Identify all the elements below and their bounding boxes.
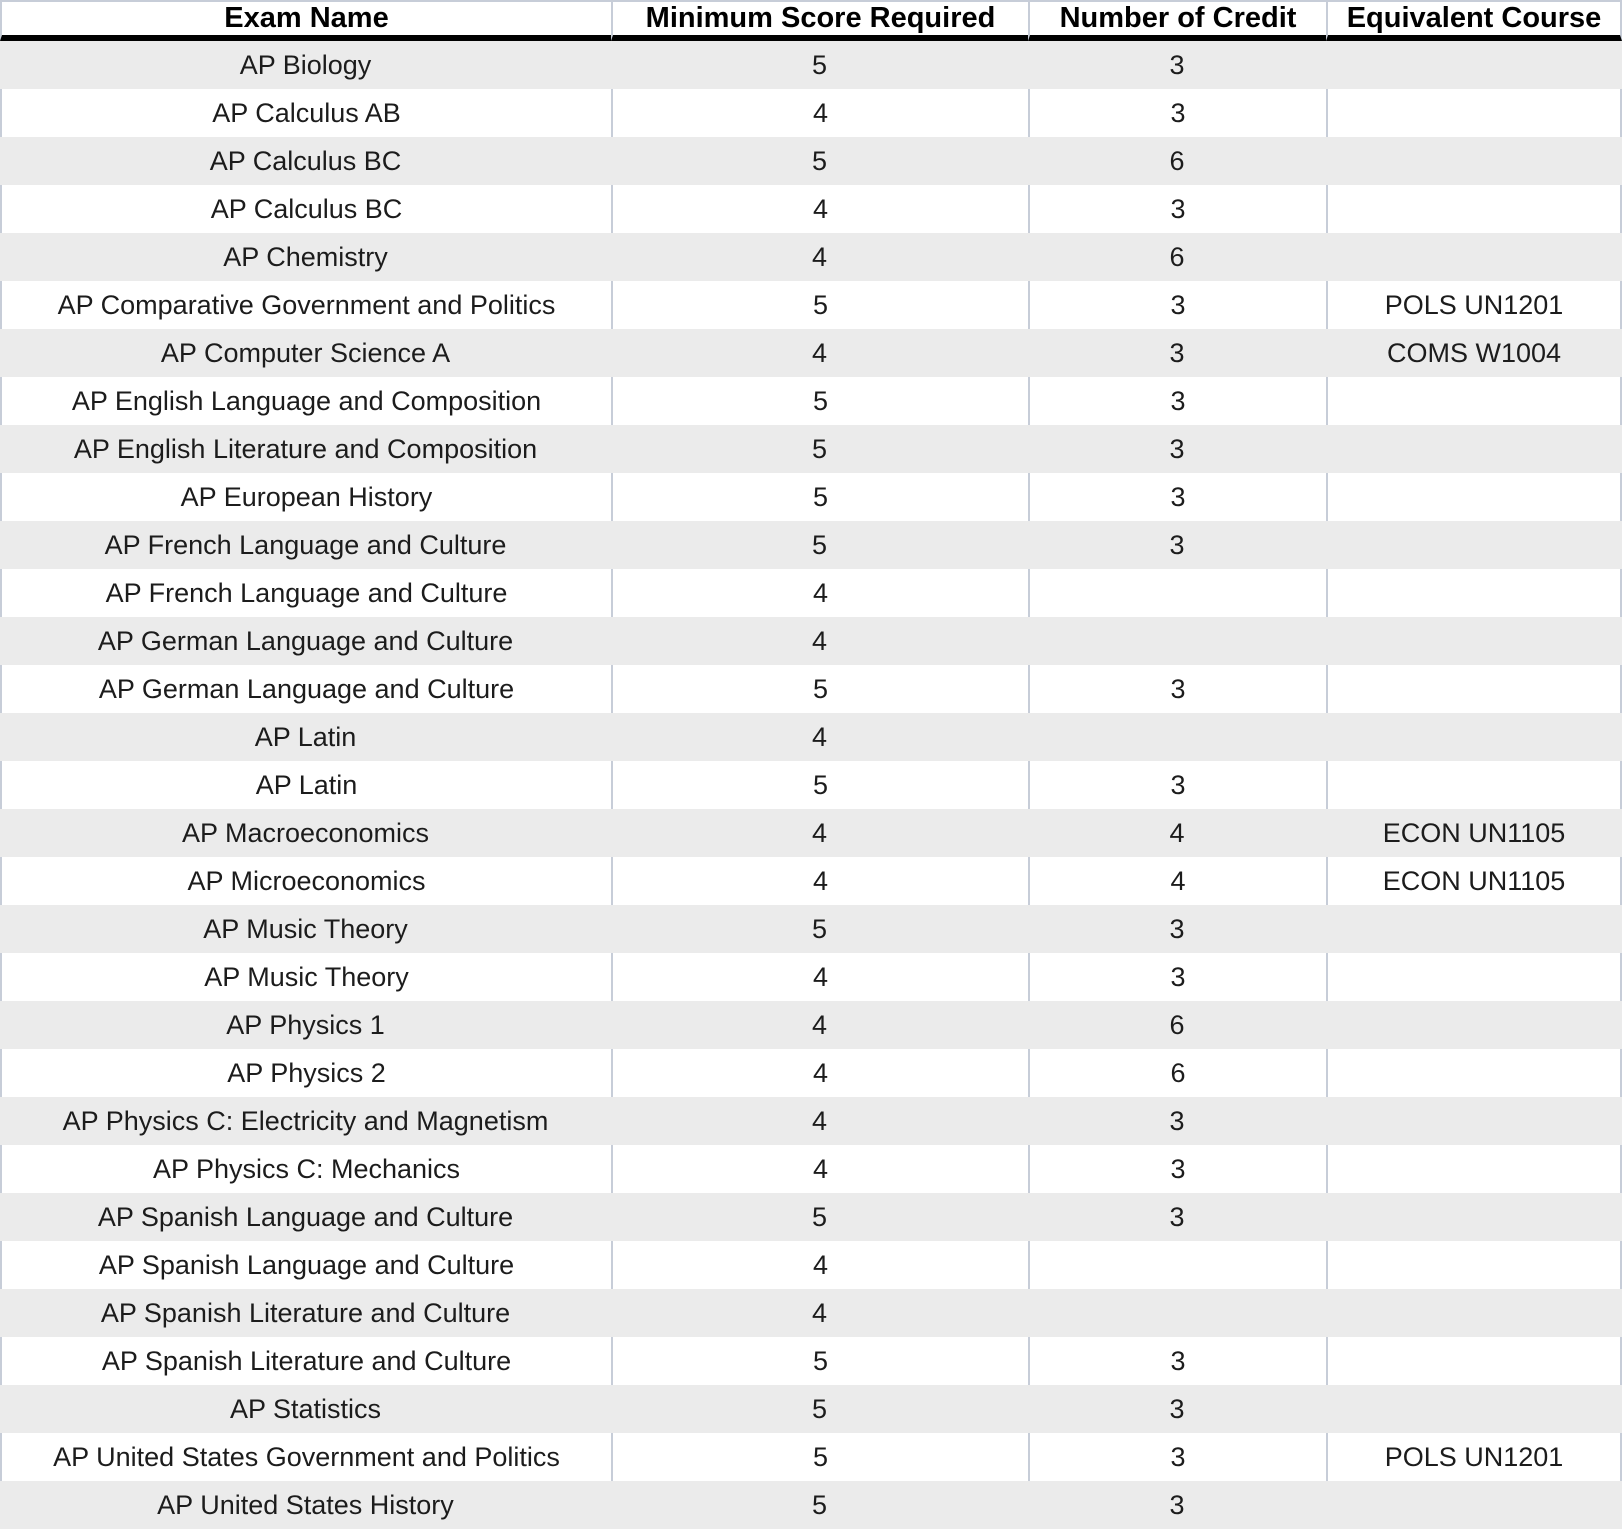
credits-cell [1028, 617, 1326, 665]
credits-cell: 3 [1028, 905, 1326, 953]
credits-cell: 3 [1028, 1193, 1326, 1241]
credits-cell [1028, 1289, 1326, 1337]
min-score-cell: 5 [611, 665, 1028, 713]
exam-name-cell: AP Physics C: Mechanics [0, 1145, 611, 1193]
table-row [0, 905, 1622, 953]
table-row [0, 1289, 1622, 1337]
min-score-cell: 5 [611, 1385, 1028, 1433]
credits-cell: 3 [1028, 1385, 1326, 1433]
table-row [0, 1385, 1622, 1433]
table-row [0, 761, 1622, 809]
min-score-cell: 4 [611, 809, 1028, 857]
exam-name-cell: AP Comparative Government and Politics [0, 281, 611, 329]
exam-name-cell: AP French Language and Culture [0, 569, 611, 617]
exam-name-cell: AP Spanish Language and Culture [0, 1241, 611, 1289]
min-score-cell: 5 [611, 425, 1028, 473]
equivalent-course-cell [1326, 953, 1622, 1001]
min-score-cell: 5 [611, 521, 1028, 569]
table-header [0, 0, 1622, 41]
equivalent-course-cell: ECON UN1105 [1326, 809, 1622, 857]
credits-cell: 6 [1028, 233, 1326, 281]
exam-name-cell: AP German Language and Culture [0, 617, 611, 665]
credits-cell: 3 [1028, 425, 1326, 473]
table-row [0, 41, 1622, 89]
exam-name-cell: AP German Language and Culture [0, 665, 611, 713]
table-row [0, 233, 1622, 281]
exam-name-cell: AP Chemistry [0, 233, 611, 281]
min-score-cell: 5 [611, 377, 1028, 425]
exam-name-cell: AP United States History [0, 1481, 611, 1529]
equivalent-course-cell [1326, 713, 1622, 761]
exam-name-cell: AP Biology [0, 41, 611, 89]
exam-name-cell: AP Calculus BC [0, 137, 611, 185]
min-score-cell: 5 [611, 41, 1028, 89]
table-row [0, 329, 1622, 377]
credits-cell: 3 [1028, 1337, 1326, 1385]
min-score-cell: 4 [611, 713, 1028, 761]
table-row [0, 185, 1622, 233]
equivalent-course-cell [1326, 137, 1622, 185]
table-row [0, 1433, 1622, 1481]
equivalent-course-cell [1326, 425, 1622, 473]
credits-cell [1028, 1241, 1326, 1289]
exam-name-cell: AP United States Government and Politics [0, 1433, 611, 1481]
equivalent-course-cell [1326, 377, 1622, 425]
equivalent-course-cell: COMS W1004 [1326, 329, 1622, 377]
min-score-cell: 4 [611, 1001, 1028, 1049]
table-row [0, 521, 1622, 569]
min-score-cell: 5 [611, 473, 1028, 521]
exam-name-cell: AP Spanish Literature and Culture [0, 1337, 611, 1385]
equivalent-course-cell [1326, 905, 1622, 953]
exam-name-cell: AP Physics 2 [0, 1049, 611, 1097]
exam-name-cell: AP Latin [0, 713, 611, 761]
min-score-cell: 5 [611, 1193, 1028, 1241]
equivalent-course-cell [1326, 1289, 1622, 1337]
table-row [0, 473, 1622, 521]
min-score-cell: 4 [611, 1289, 1028, 1337]
equivalent-course-cell [1326, 1385, 1622, 1433]
table-row [0, 425, 1622, 473]
exam-name-cell: AP English Literature and Composition [0, 425, 611, 473]
equivalent-course-cell [1326, 233, 1622, 281]
credits-cell: 3 [1028, 521, 1326, 569]
table-row [0, 1337, 1622, 1385]
credits-cell: 4 [1028, 809, 1326, 857]
credits-cell: 6 [1028, 137, 1326, 185]
exam-name-cell: AP English Language and Composition [0, 377, 611, 425]
equivalent-course-cell [1326, 521, 1622, 569]
exam-name-cell: AP Statistics [0, 1385, 611, 1433]
table-row [0, 665, 1622, 713]
exam-name-cell: AP Microeconomics [0, 857, 611, 905]
exam-name-cell: AP Music Theory [0, 953, 611, 1001]
exam-name-cell: AP Spanish Literature and Culture [0, 1289, 611, 1337]
table-row [0, 377, 1622, 425]
exam-name-cell: AP Latin [0, 761, 611, 809]
column-header-minimum-score: Minimum Score Required [611, 0, 1028, 41]
equivalent-course-cell [1326, 473, 1622, 521]
exam-name-cell: AP European History [0, 473, 611, 521]
min-score-cell: 4 [611, 89, 1028, 137]
equivalent-course-cell [1326, 89, 1622, 137]
table-row [0, 1193, 1622, 1241]
equivalent-course-cell [1326, 41, 1622, 89]
credits-cell: 3 [1028, 1433, 1326, 1481]
equivalent-course-cell [1326, 569, 1622, 617]
credits-cell: 3 [1028, 185, 1326, 233]
min-score-cell: 4 [611, 857, 1028, 905]
equivalent-course-cell [1326, 1001, 1622, 1049]
table-row [0, 569, 1622, 617]
credits-cell: 3 [1028, 89, 1326, 137]
equivalent-course-cell [1326, 1241, 1622, 1289]
exam-name-cell: AP Computer Science A [0, 329, 611, 377]
min-score-cell: 4 [611, 185, 1028, 233]
credits-cell: 3 [1028, 377, 1326, 425]
table-row [0, 1481, 1622, 1529]
credits-cell: 4 [1028, 857, 1326, 905]
min-score-cell: 4 [611, 953, 1028, 1001]
credits-cell: 3 [1028, 1097, 1326, 1145]
min-score-cell: 4 [611, 1145, 1028, 1193]
min-score-cell: 4 [611, 1097, 1028, 1145]
exam-name-cell: AP Physics C: Electricity and Magnetism [0, 1097, 611, 1145]
credits-cell: 3 [1028, 953, 1326, 1001]
exam-name-cell: AP Macroeconomics [0, 809, 611, 857]
table-row [0, 1145, 1622, 1193]
min-score-cell: 5 [611, 1433, 1028, 1481]
equivalent-course-cell: POLS UN1201 [1326, 281, 1622, 329]
equivalent-course-cell [1326, 1145, 1622, 1193]
table-row [0, 1001, 1622, 1049]
table-row [0, 1049, 1622, 1097]
min-score-cell: 4 [611, 329, 1028, 377]
table-row [0, 137, 1622, 185]
min-score-cell: 5 [611, 761, 1028, 809]
equivalent-course-cell [1326, 617, 1622, 665]
equivalent-course-cell [1326, 1337, 1622, 1385]
exam-name-cell: AP Music Theory [0, 905, 611, 953]
table-row [0, 1097, 1622, 1145]
min-score-cell: 5 [611, 905, 1028, 953]
credits-cell [1028, 569, 1326, 617]
table-body [0, 41, 1622, 1529]
equivalent-course-cell: ECON UN1105 [1326, 857, 1622, 905]
exam-name-cell: AP Calculus AB [0, 89, 611, 137]
credits-cell: 3 [1028, 329, 1326, 377]
table-row [0, 281, 1622, 329]
min-score-cell: 4 [611, 569, 1028, 617]
table-row [0, 809, 1622, 857]
equivalent-course-cell [1326, 1097, 1622, 1145]
credits-cell: 6 [1028, 1001, 1326, 1049]
exam-name-cell: AP Physics 1 [0, 1001, 611, 1049]
credits-cell [1028, 713, 1326, 761]
table-row [0, 617, 1622, 665]
min-score-cell: 4 [611, 1049, 1028, 1097]
credits-cell: 3 [1028, 665, 1326, 713]
column-header-number-of-credit: Number of Credit [1028, 0, 1326, 41]
credits-cell: 3 [1028, 281, 1326, 329]
credits-cell: 3 [1028, 1145, 1326, 1193]
min-score-cell: 4 [611, 617, 1028, 665]
min-score-cell: 4 [611, 233, 1028, 281]
table-row [0, 713, 1622, 761]
credits-cell: 3 [1028, 473, 1326, 521]
min-score-cell: 4 [611, 1241, 1028, 1289]
exam-name-cell: AP Spanish Language and Culture [0, 1193, 611, 1241]
table-row [0, 1241, 1622, 1289]
equivalent-course-cell [1326, 761, 1622, 809]
table-row [0, 857, 1622, 905]
equivalent-course-cell [1326, 1049, 1622, 1097]
table-row [0, 953, 1622, 1001]
column-header-equivalent-course: Equivalent Course [1326, 0, 1622, 41]
min-score-cell: 5 [611, 281, 1028, 329]
equivalent-course-cell [1326, 1193, 1622, 1241]
credits-cell: 3 [1028, 41, 1326, 89]
table-row [0, 89, 1622, 137]
column-header-exam-name: Exam Name [0, 0, 611, 41]
min-score-cell: 5 [611, 1337, 1028, 1385]
credits-cell: 3 [1028, 761, 1326, 809]
credits-cell: 6 [1028, 1049, 1326, 1097]
equivalent-course-cell [1326, 665, 1622, 713]
equivalent-course-cell [1326, 185, 1622, 233]
min-score-cell: 5 [611, 137, 1028, 185]
equivalent-course-cell [1326, 1481, 1622, 1529]
min-score-cell: 5 [611, 1481, 1028, 1529]
header-row [0, 0, 1622, 41]
exam-name-cell: AP French Language and Culture [0, 521, 611, 569]
exam-name-cell: AP Calculus BC [0, 185, 611, 233]
equivalent-course-cell: POLS UN1201 [1326, 1433, 1622, 1481]
credits-cell: 3 [1028, 1481, 1326, 1529]
